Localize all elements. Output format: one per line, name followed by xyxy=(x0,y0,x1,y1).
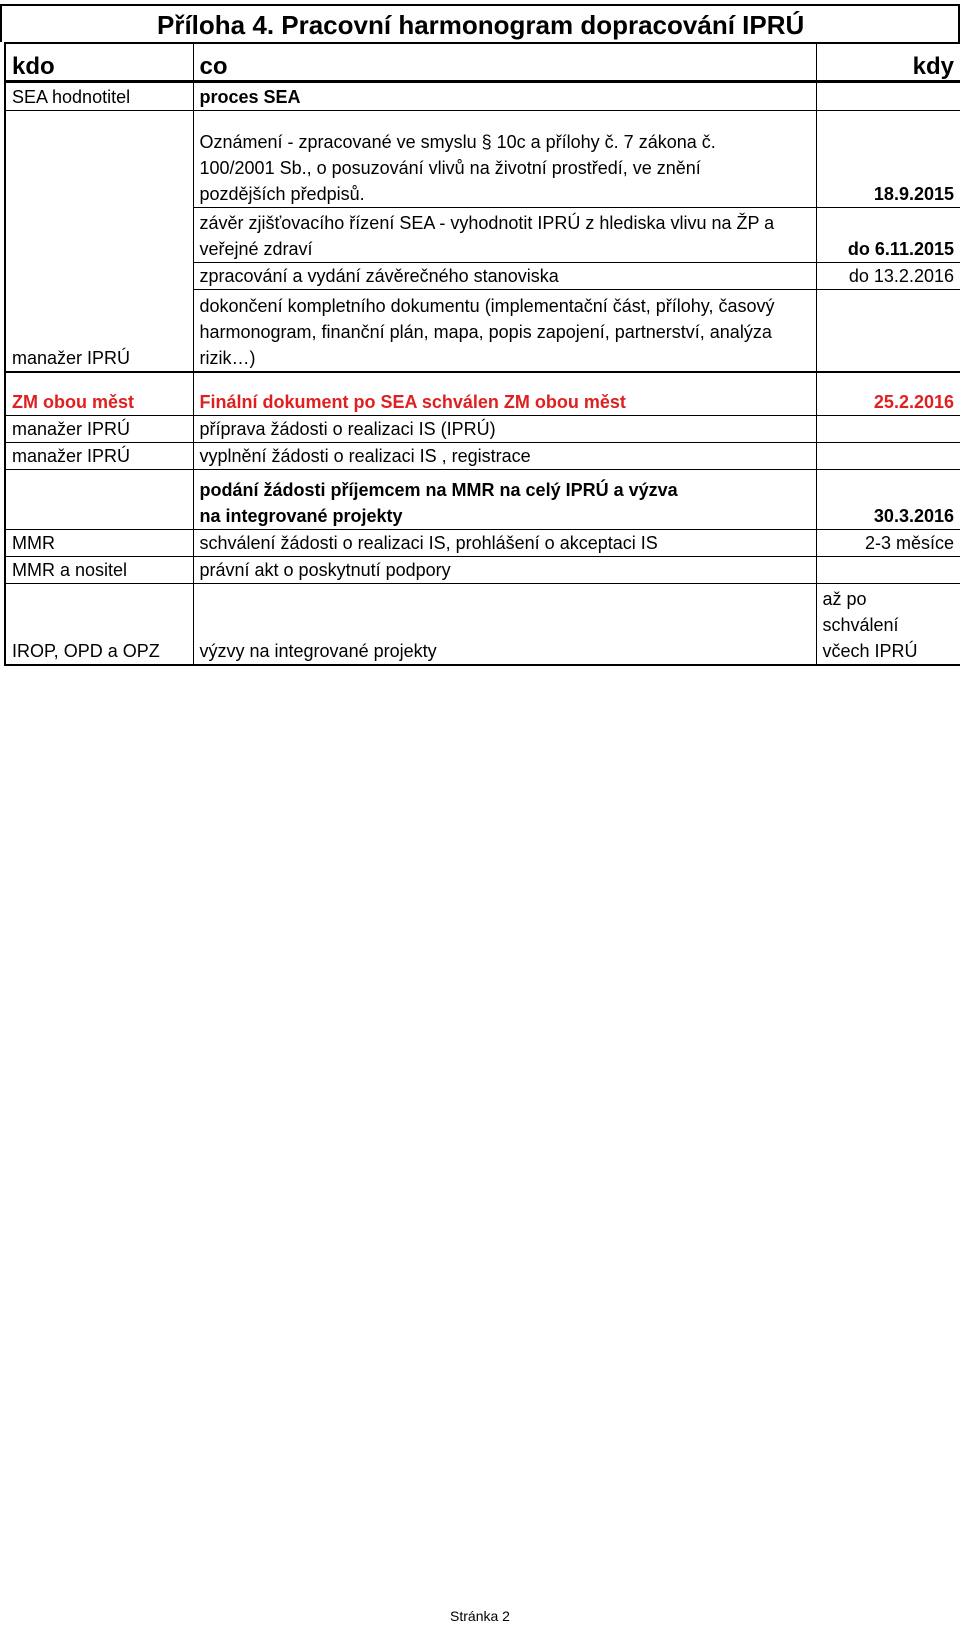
cell-co: Finální dokument po SEA schválen ZM obou měst xyxy=(193,372,816,416)
table-row xyxy=(5,208,960,263)
cell-kdy xyxy=(816,443,960,470)
cell-kdo xyxy=(5,470,193,530)
cell-kdo: manažer IPRÚ xyxy=(5,416,193,443)
cell-co: podání žádosti příjemcem na MMR na celý IPRÚ a výzva na integrované projekty xyxy=(193,470,816,530)
cell-kdy: do 13.2.2016 xyxy=(816,263,960,290)
page-title: Příloha 4. Pracovní harmonogram dopracování IPRÚ xyxy=(0,4,960,42)
cell-kdy: 25.2.2016 xyxy=(816,372,960,416)
cell-kdy xyxy=(816,416,960,443)
cell-co: vyplnění žádosti o realizaci IS , registrace xyxy=(193,443,816,470)
cell-kdy xyxy=(816,82,960,111)
page-footer: Stránka 2 xyxy=(450,1608,510,1624)
cell-kdy xyxy=(816,290,960,372)
table-row xyxy=(5,470,960,530)
table-row xyxy=(5,443,960,470)
cell-co: zpracování a vydání závěrečného stanoviska xyxy=(193,263,816,290)
cell-kdo: SEA hodnotitel xyxy=(5,82,193,111)
table-row xyxy=(5,416,960,443)
cell-co: právní akt o poskytnutí podpory xyxy=(193,557,816,584)
cell-kdy: 2-3 měsíce xyxy=(816,530,960,557)
schedule-table xyxy=(4,42,960,666)
cell-kdo xyxy=(5,263,193,290)
header-kdy: kdy xyxy=(816,43,960,82)
table-row xyxy=(5,557,960,584)
cell-kdy xyxy=(816,557,960,584)
table-row xyxy=(5,263,960,290)
table-row xyxy=(5,372,960,416)
cell-kdy: až po schválení včech IPRÚ xyxy=(816,584,960,666)
cell-kdo: ZM obou měst xyxy=(5,372,193,416)
table-row xyxy=(5,584,960,666)
header-kdo: kdo xyxy=(5,43,193,82)
cell-kdo: IROP, OPD a OPZ xyxy=(5,584,193,666)
cell-kdo xyxy=(5,111,193,208)
table-row xyxy=(5,82,960,111)
cell-co: schválení žádosti o realizaci IS, prohlášení o akceptaci IS xyxy=(193,530,816,557)
cell-kdo: MMR a nositel xyxy=(5,557,193,584)
cell-co: dokončení kompletního dokumentu (implementační část, přílohy, časový harmonogram, finanční plán, mapa, popis zapojení, partnerství, analýza rizik…) xyxy=(193,290,816,372)
cell-kdy: 18.9.2015 xyxy=(816,111,960,208)
table-row xyxy=(5,111,960,208)
table-row xyxy=(5,530,960,557)
header-co: co xyxy=(193,43,816,82)
cell-kdo: manažer IPRÚ xyxy=(5,290,193,372)
cell-co: výzvy na integrované projekty xyxy=(193,584,816,666)
cell-co: Oznámení - zpracované ve smyslu § 10c a přílohy č. 7 zákona č. 100/2001 Sb., o posuzování vlivů na životní prostředí, ve znění pozdějších předpisů. xyxy=(193,111,816,208)
cell-kdy: do 6.11.2015 xyxy=(816,208,960,263)
cell-kdo: MMR xyxy=(5,530,193,557)
table-row xyxy=(5,290,960,372)
cell-kdy: 30.3.2016 xyxy=(816,470,960,530)
cell-co: příprava žádosti o realizaci IS (IPRÚ) xyxy=(193,416,816,443)
cell-co: proces SEA xyxy=(193,82,816,111)
cell-co: závěr zjišťovacího řízení SEA - vyhodnotit IPRÚ z hlediska vlivu na ŽP a veřejné zdraví xyxy=(193,208,816,263)
cell-kdo: manažer IPRÚ xyxy=(5,443,193,470)
cell-kdo xyxy=(5,208,193,263)
table-header-row xyxy=(5,43,960,82)
